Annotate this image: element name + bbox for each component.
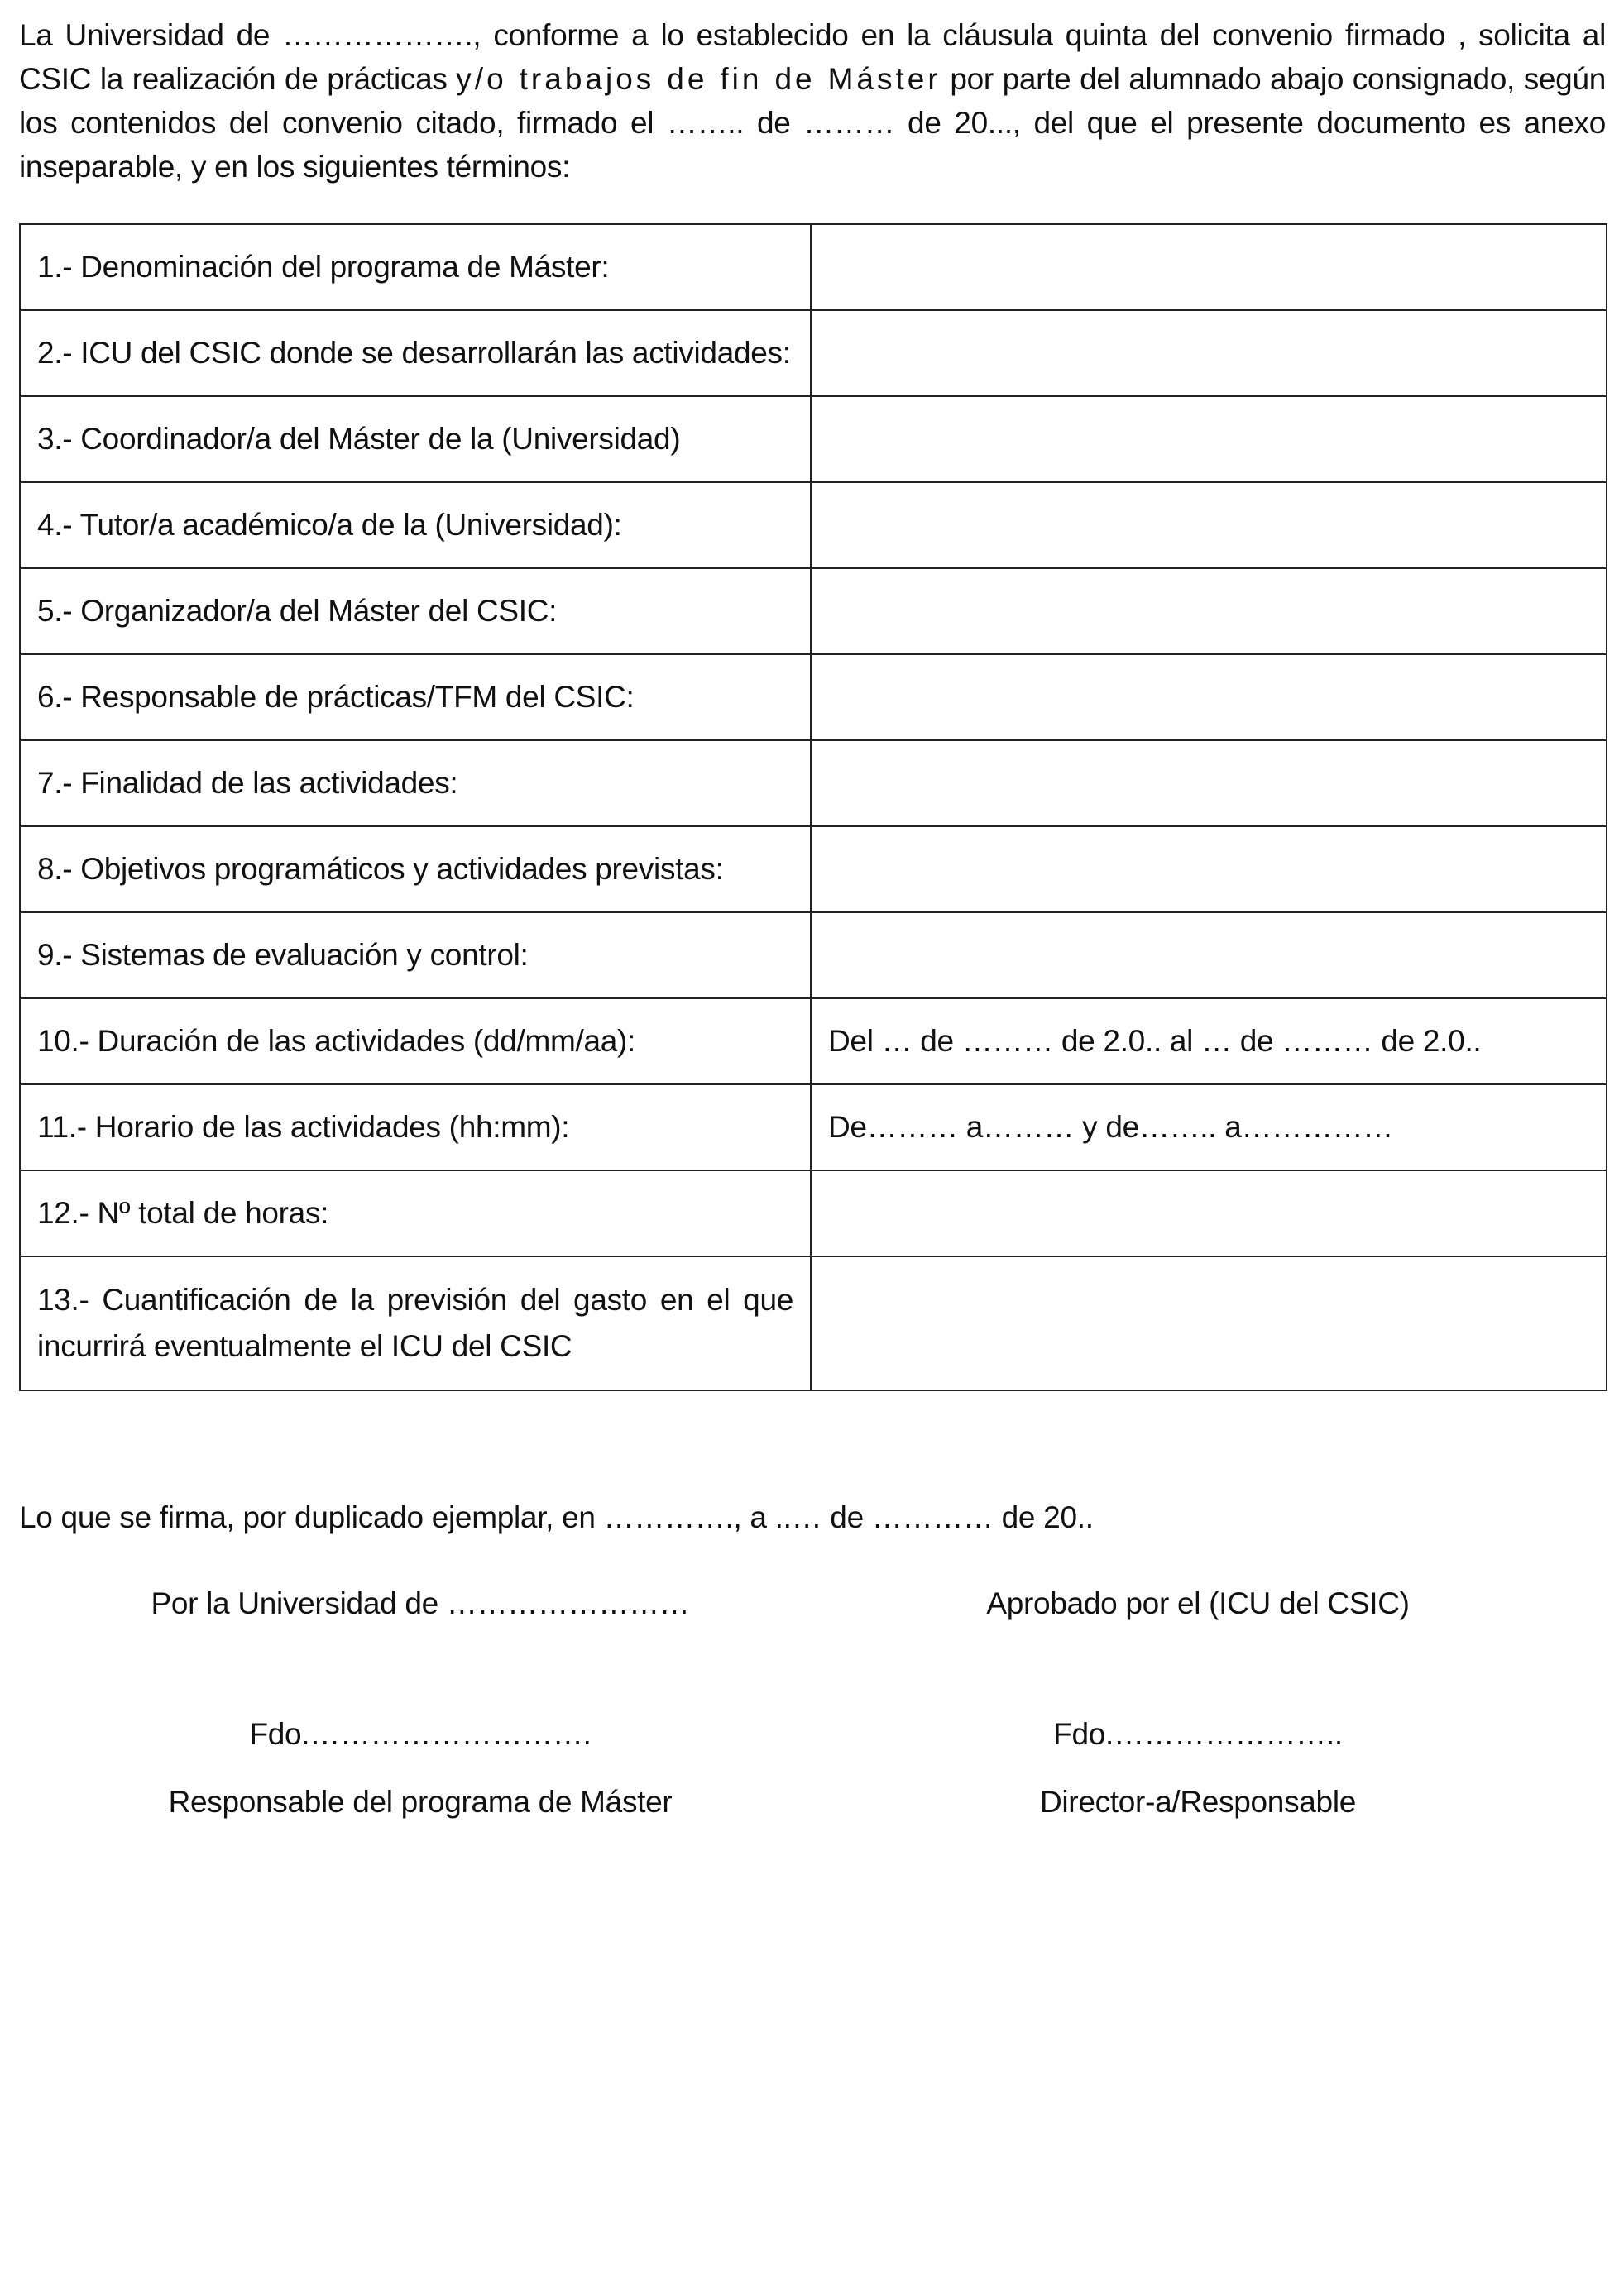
table-row bbox=[20, 912, 1607, 998]
table-row bbox=[20, 740, 1607, 826]
row-label-icu: 2.- ICU del CSIC donde se desarrollarán las actividades: bbox=[20, 310, 811, 396]
intro-text-spaced: y/o trabajos de fin de Máster bbox=[456, 62, 941, 96]
row-label-program-name: 1.- Denominación del programa de Máster: bbox=[20, 224, 811, 310]
csic-signature-title: Aprobado por el (ICU del CSIC) bbox=[986, 1586, 1410, 1620]
row-label-duration: 10.- Duración de las actividades (dd/mm/aa): bbox=[20, 998, 811, 1084]
row-value-icu[interactable] bbox=[811, 310, 1607, 396]
row-label-schedule: 11.- Horario de las actividades (hh:mm): bbox=[20, 1084, 811, 1170]
table-row bbox=[20, 482, 1607, 568]
row-label-objectives: 8.- Objetivos programáticos y actividades previstas: bbox=[20, 826, 811, 912]
table-row bbox=[20, 1170, 1607, 1256]
closing-statement: Lo que se firma, por duplicado ejemplar, en …………., a ..… de ………… de 20.. bbox=[19, 1500, 1094, 1534]
row-label-coordinator: 3.- Coordinador/a del Máster de la (Universidad) bbox=[20, 396, 811, 482]
row-value-expense-forecast[interactable] bbox=[811, 1256, 1607, 1390]
csic-signature-line: Fdo.………………….. bbox=[1053, 1717, 1343, 1751]
row-value-internship-lead[interactable] bbox=[811, 654, 1607, 740]
table-row bbox=[20, 396, 1607, 482]
row-value-schedule[interactable]: De……… a……… y de…….. a…………… bbox=[811, 1084, 1607, 1170]
row-label-internship-lead: 6.- Responsable de prácticas/TFM del CSIC: bbox=[20, 654, 811, 740]
row-label-expense-forecast: 13.- Cuantificación de la previsión del gasto en el que incurrirá eventualmente el ICU del CSIC bbox=[20, 1256, 811, 1390]
row-value-evaluation[interactable] bbox=[811, 912, 1607, 998]
intro-text-part1: La Universidad de ………………., conforme a lo establecido en la cláusula quinta del convenio firmado , solicita al CSIC la realización de prácticas bbox=[19, 18, 1606, 96]
row-label-total-hours: 12.- Nº total de horas: bbox=[20, 1170, 811, 1256]
university-signature-title: Por la Universidad de …………………… bbox=[151, 1586, 690, 1620]
intro-paragraph bbox=[19, 13, 1606, 189]
intro-text-part2: por parte del alumnado abajo consignado, según los contenidos del convenio citado, firmado el …….. de ……… de 20..., del que el presente documento es anexo inseparable, y en los siguientes términos: bbox=[19, 62, 1607, 184]
row-label-academic-tutor: 4.- Tutor/a académico/a de la (Universidad): bbox=[20, 482, 811, 568]
row-value-duration[interactable]: Del … de ……… de 2.0.. al … de ……… de 2.0.. bbox=[811, 998, 1607, 1084]
table-row bbox=[20, 826, 1607, 912]
table-row bbox=[20, 1084, 1607, 1170]
table-row bbox=[20, 654, 1607, 740]
csic-signer-role: Director-a/Responsable bbox=[1039, 1785, 1357, 1819]
table-row bbox=[20, 998, 1607, 1084]
request-form-table bbox=[19, 223, 1607, 1391]
table-row bbox=[20, 224, 1607, 310]
row-value-objectives[interactable] bbox=[811, 826, 1607, 912]
table-row bbox=[20, 310, 1607, 396]
row-label-purpose: 7.- Finalidad de las actividades: bbox=[20, 740, 811, 826]
row-label-organizer: 5.- Organizador/a del Máster del CSIC: bbox=[20, 568, 811, 654]
row-value-coordinator[interactable] bbox=[811, 396, 1607, 482]
table-row bbox=[20, 568, 1607, 654]
row-value-total-hours[interactable] bbox=[811, 1170, 1607, 1256]
university-signer-role: Responsable del programa de Máster bbox=[168, 1785, 673, 1819]
row-value-purpose[interactable] bbox=[811, 740, 1607, 826]
row-value-organizer[interactable] bbox=[811, 568, 1607, 654]
row-value-program-name[interactable] bbox=[811, 224, 1607, 310]
row-label-evaluation: 9.- Sistemas de evaluación y control: bbox=[20, 912, 811, 998]
row-value-academic-tutor[interactable] bbox=[811, 482, 1607, 568]
table-row bbox=[20, 1256, 1607, 1390]
university-signature-line: Fdo.………………………. bbox=[249, 1717, 592, 1751]
